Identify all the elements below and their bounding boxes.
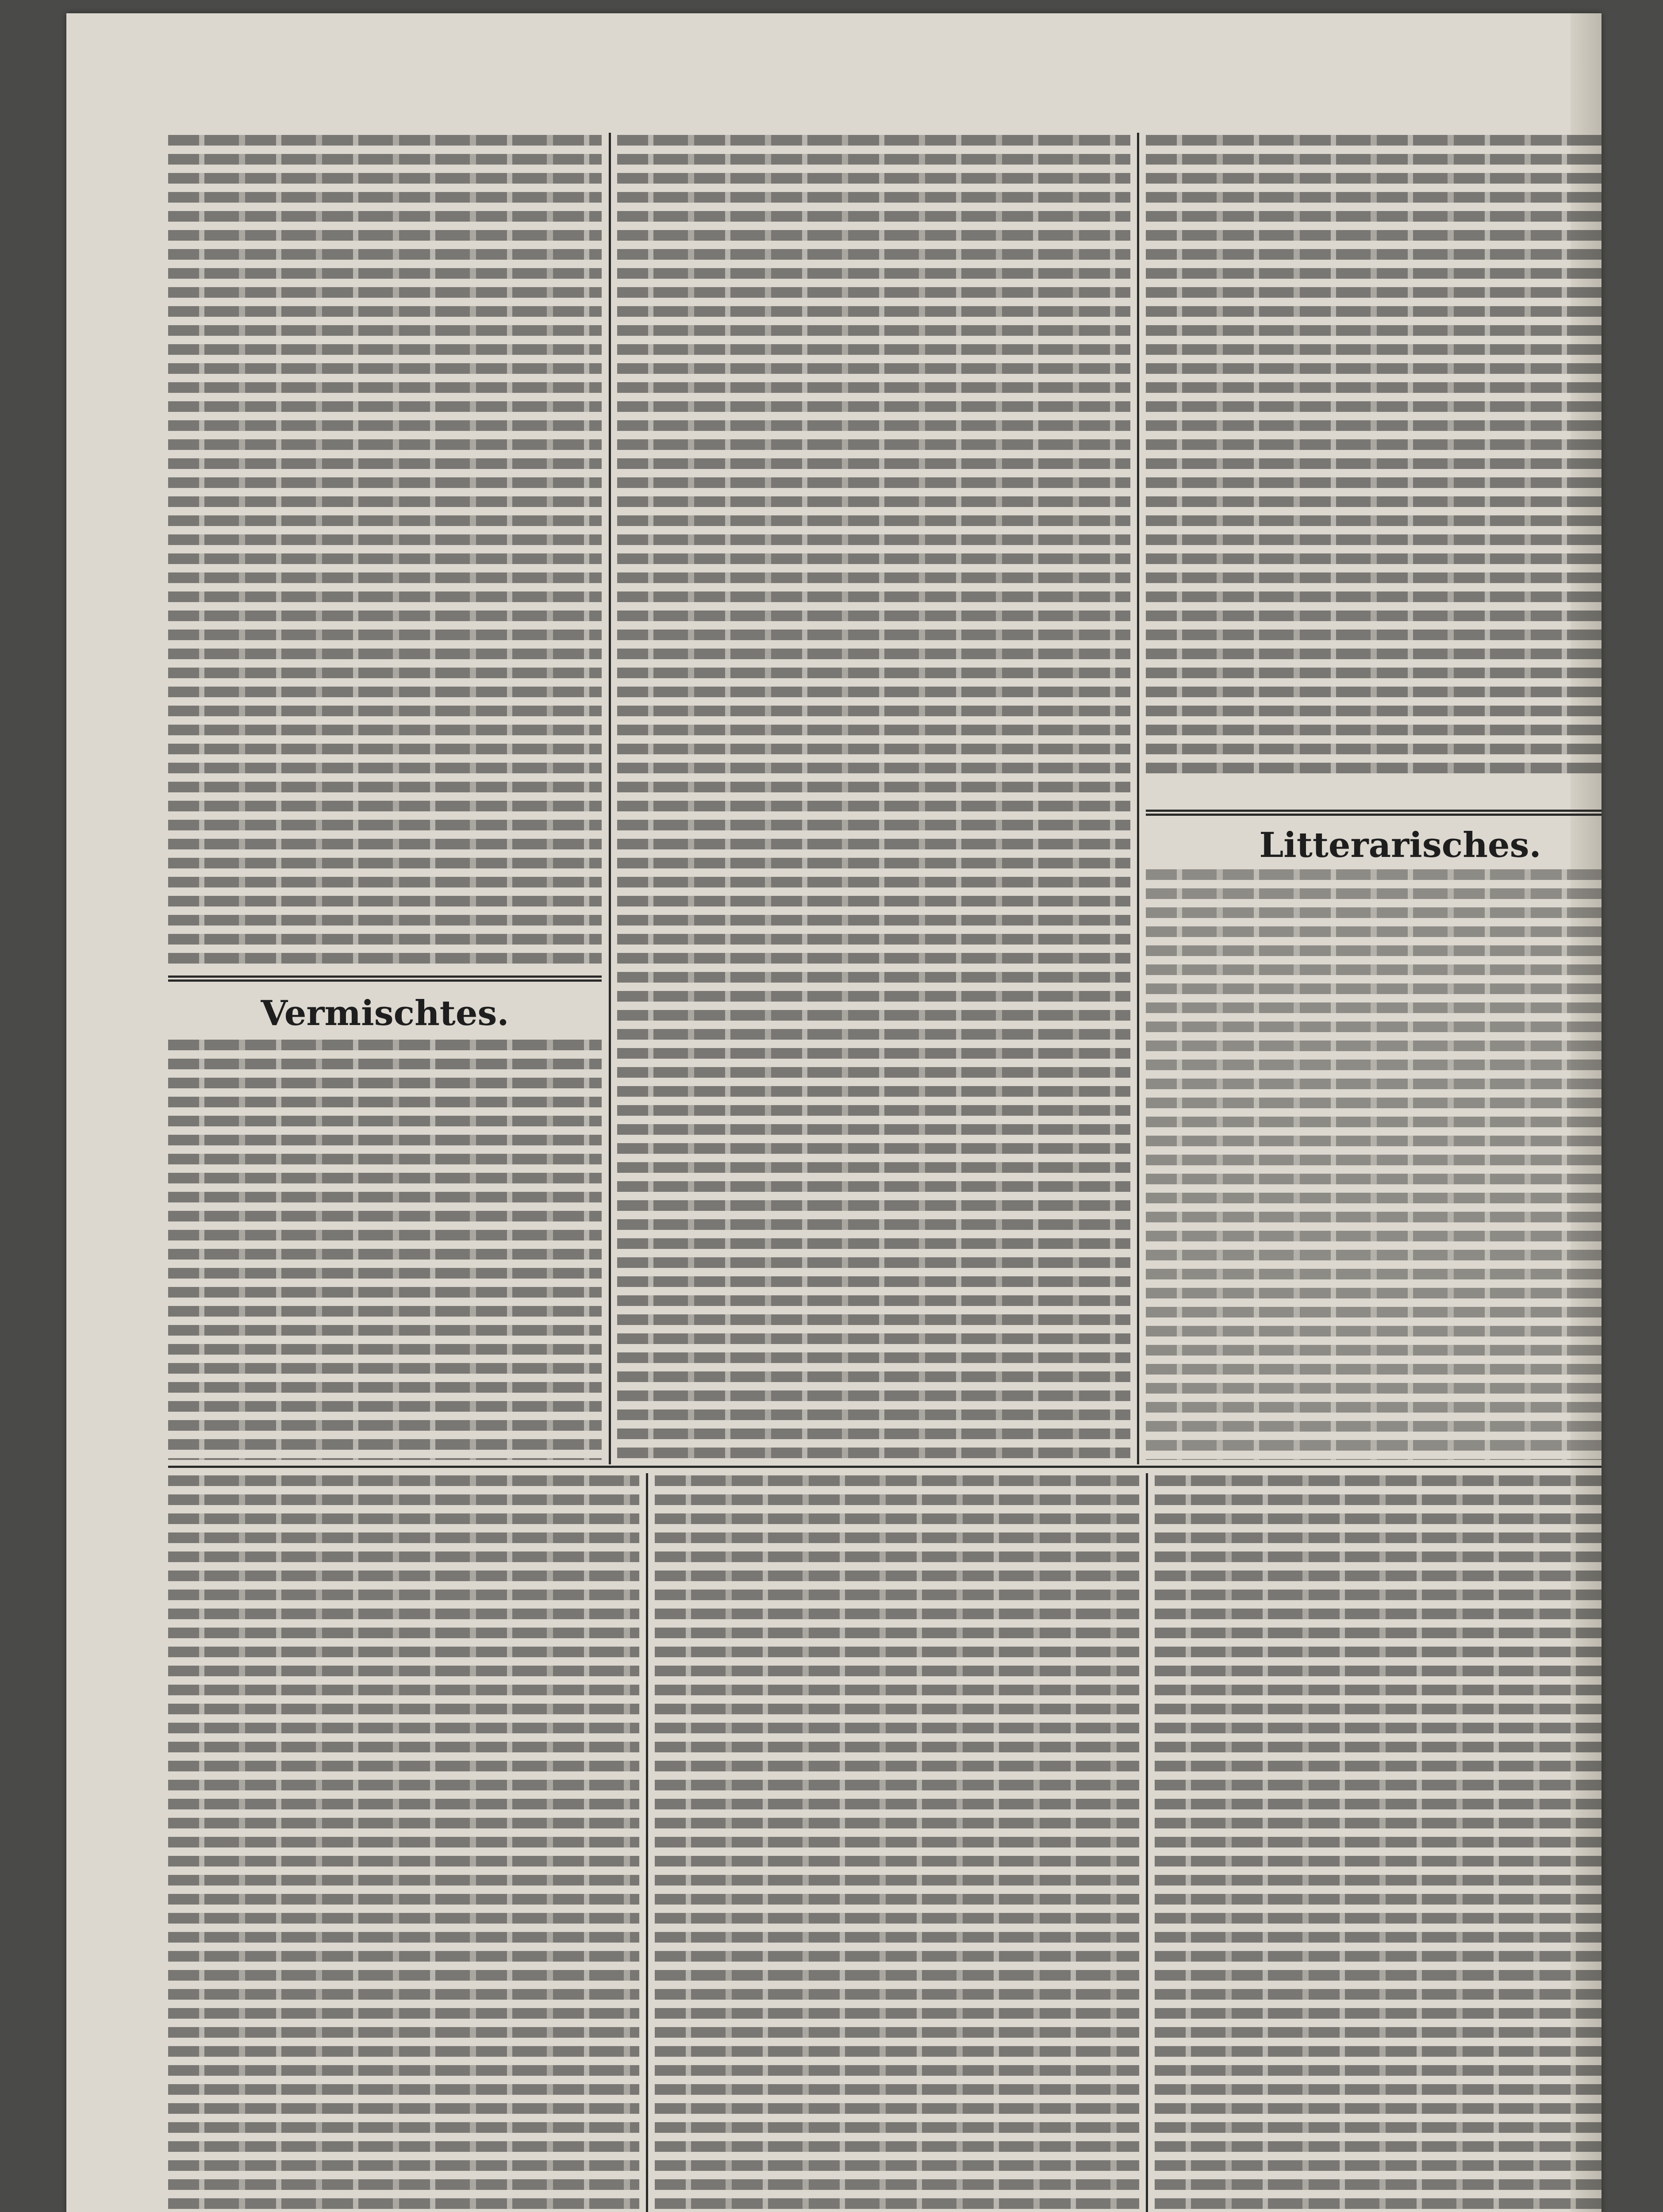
text-block [168, 1475, 639, 2212]
column-rule [1137, 133, 1139, 1464]
text-block [168, 1040, 602, 1460]
text-block [1155, 1475, 1602, 2212]
section-rule [168, 975, 602, 982]
text-block [168, 135, 602, 967]
section-heading: Vermischtes. [261, 993, 509, 1033]
text-block [617, 135, 1130, 1460]
section-divider [168, 1466, 1602, 1468]
newspaper-page [66, 13, 1602, 2212]
text-block [1146, 869, 1602, 1460]
section-heading: Litterarisches. [1259, 825, 1541, 865]
section-rule [1146, 810, 1602, 816]
column-rule [609, 133, 611, 1464]
text-block [655, 1475, 1139, 2212]
column-rule [646, 1473, 648, 2212]
column-rule [1146, 1473, 1148, 2212]
text-block [1146, 135, 1602, 774]
